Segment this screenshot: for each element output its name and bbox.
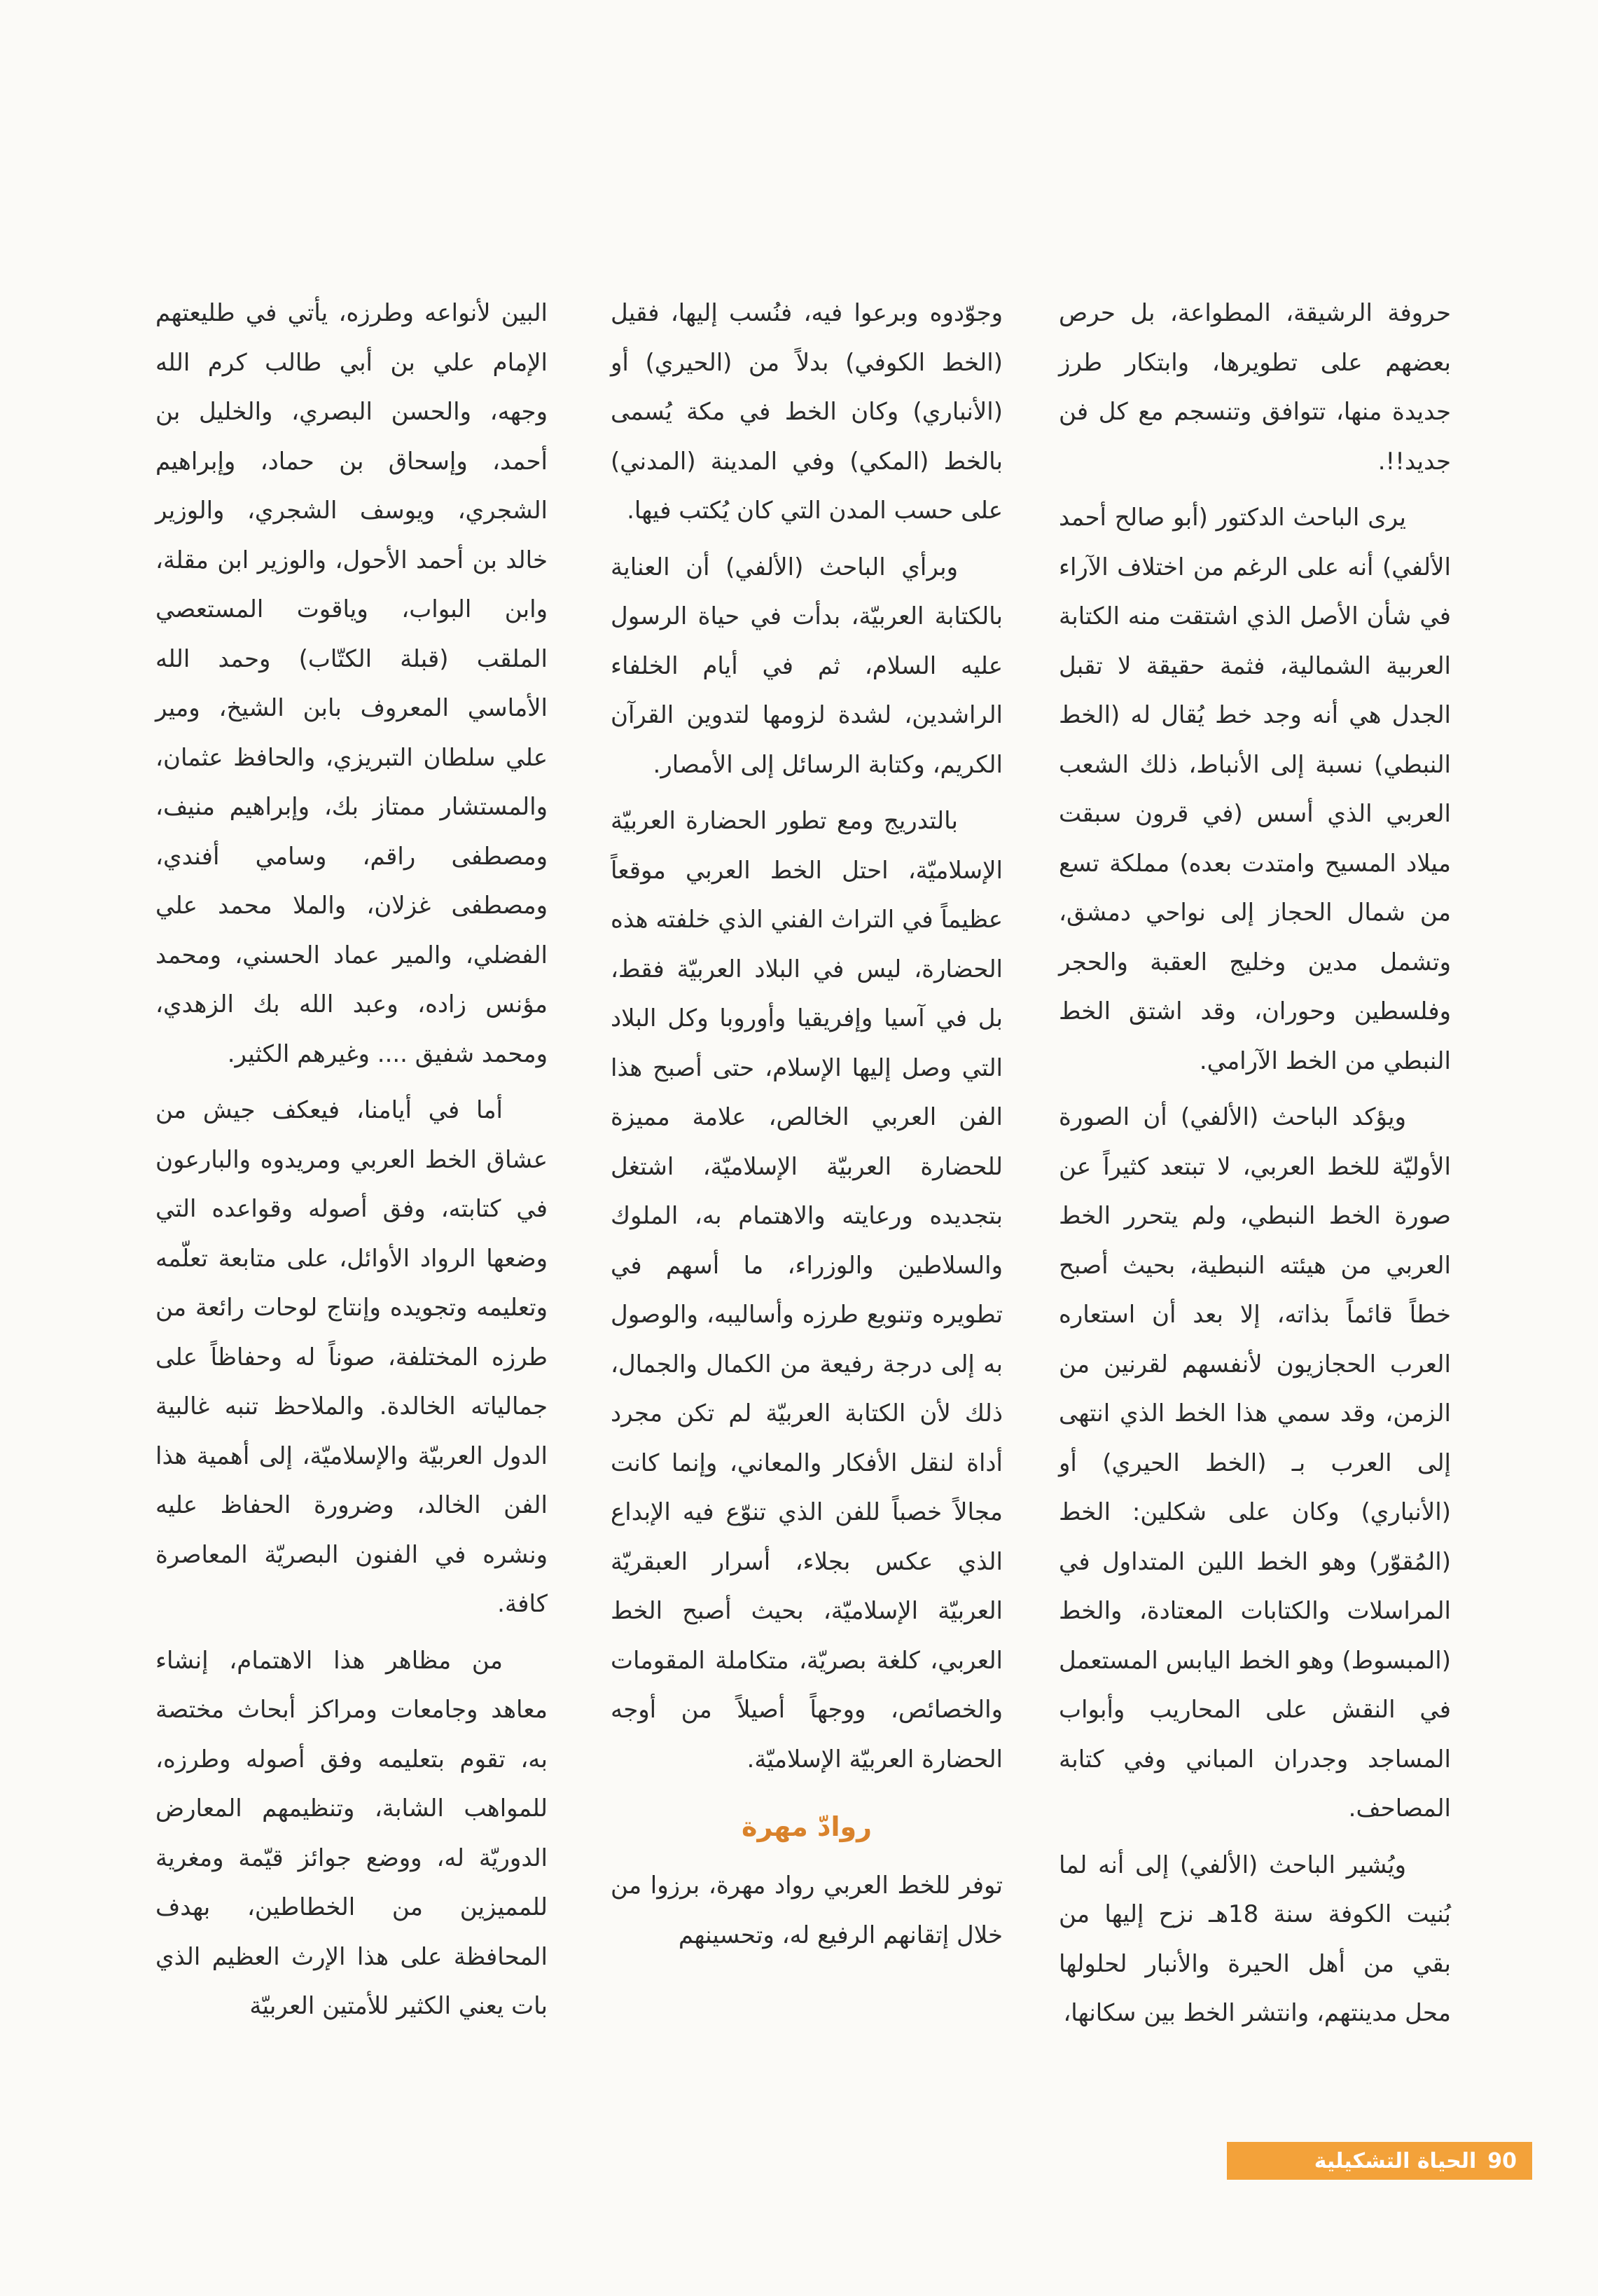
paragraph: بالتدريج ومع تطور الحضارة العربيّة الإسلاميّة، احتل الخط العربي موقعاً عظيماً في التراث الفني الذي خلفته هذه الحضارة، ليس في البلاد العربيّة فقط، بل في آسيا وإفريقيا وأوروبا وكل البلاد التي وصل إليها الإسلام، حتى أصبح هذا الفن العربي الخالص، علامة مميزة للحضارة العربيّة الإسلاميّة، اشتغل بتجديده ورعايته والاهتمام به، الملوك والسلاطين والوزراء، ما أسهم في تطويره وتنويع طرزه وأساليبه، والوصول به إلى درجة رفيعة من الكمال والجمال، ذلك لأن الكتابة العربيّة لم تكن مجرد أداة لنقل الأفكار والمعاني، وإنما كانت مجالاً خصباً للفن الذي تنوّع فيه الإبداع الذي عكس بجلاء، أسرار العبقريّة العربيّة الإسلاميّة، بحيث أصبح الخط العربي، كلغة بصريّة، متكاملة المقومات والخصائص، ووجهاً أصيلاً من أوجه الحضارة العربيّة الإسلاميّة. [611, 807, 1003, 1773]
paragraph: ويؤكد الباحث (الألفي) أن الصورة الأوليّة للخط العربي، لا تبتعد كثيراً عن صورة الخط النبطي، ولم يتحرر الخط العربي من هيئته النبطية، بحيث أصبح خطاً قائماً بذاته، إلا بعد أن استعاره العرب الحجازيون لأنفسهم لقرنين من الزمن، وقد سمي هذا الخط الذي انتهى إلى العرب بـ (الخط الحيري) أو (الأنباري) وكان على شكلين: الخط (المُقوّر) وهو الخط اللين المتداول في المراسلات والكتابات المعتادة، والخط (المبسوط) وهو الخط اليابس المستعمل في النقش على المحاريب وأبواب المساجد وجدران المباني وفي كتابة المصاحف. [1059, 1103, 1451, 1823]
paragraph: وبرأي الباحث (الألفي) أن العناية بالكتابة العربيّة، بدأت في حياة الرسول عليه السلام، ثم في أيام الخلفاء الراشدين، لشدة لزومها لتدوين القرآن الكريم، وكتابة الرسائل إلى الأمصار. [611, 553, 1003, 779]
page-footer-bar [1227, 2142, 1532, 2180]
paragraph: ويُشير الباحث (الألفي) إلى أنه لما بُنيت الكوفة سنة 18هـ نزح إليها من بقي من أهل الحيرة والأنبار لحلولها محل مدينتهم، وانتشر الخط بين سكانها، [1059, 1851, 1451, 2027]
section-subheading: روادّ مهرة [742, 1811, 872, 1842]
text-column-right [1059, 289, 1451, 2045]
text-column-left [155, 289, 548, 2038]
page-number: 90 [1487, 2148, 1517, 2173]
paragraph: توفر للخط العربي رواد مهرة، برزوا من خلال إتقانهم الرفيع له، وتحسينهم [611, 1872, 1003, 1949]
paragraph: يرى الباحث الدكتور (أبو صالح أحمد الألفي) أنه على الرغم من اختلاف الآراء في شأن الأصل الذي اشتقت منه الكتابة العربية الشمالية، فثمة حقيقة لا تقبل الجدل هي أنه وجد خط يُقال له (الخط النبطي) نسبة إلى الأنباط، ذلك الشعب العربي الذي أسس (في قرون سبقت ميلاد المسيح وامتدت بعده) مملكة تسع من شمال الحجاز إلى نواحي دمشق، وتشمل مدين وخليج العقبة والحجر وفلسطين وحوران، وقد اشتق الخط النبطي من الخط الآرامي. [1059, 504, 1451, 1075]
text-column-middle [611, 289, 1003, 1967]
paragraph: أما في أيامنا، فيعكف جيش من عشاق الخط العربي ومريدوه والبارعون في كتابته، وفق أصوله وقواعده التي وضعها الرواد الأوائل، على متابعة تعلّمه وتعليمه وتجويده وإنتاج لوحات رائعة من طرزه المختلفة، صوناً له وحفاظاً على جمالياته الخالدة. والملاحظ تنبه غالبية الدول العربيّة والإسلاميّة، إلى أهمية هذا الفن الخالد، وضرورة الحفاظ عليه ونشره في الفنون البصريّة المعاصرة كافة. [155, 1096, 548, 1618]
paragraph: وجوّدوه وبرعوا فيه، فنُسب إليها، فقيل (الخط الكوفي) بدلاً من (الحيري) أو (الأنباري) وكان الخط في مكة يُسمى بالخط (المكي) وفي المدينة (المدني) على حسب المدن التي كان يُكتب فيها. [611, 299, 1003, 525]
paragraph: من مظاهر هذا الاهتمام، إنشاء معاهد وجامعات ومراكز أبحاث مختصة به، تقوم بتعليمه وفق أصوله وطرزه، للمواهب الشابة، وتنظيمهم المعارض الدوريّة له، ووضع جوائز قيّمة ومغرية للمميزين من الخطاطين، بهدف المحافظة على هذا الإرث العظيم الذي بات يعني الكثير للأمتين العربيّة [155, 1646, 548, 2020]
magazine-title: الحياة التشكيلية [1314, 2148, 1477, 2173]
paragraph: البين لأنواعه وطرزه، يأتي في طليعتهم الإمام علي بن أبي طالب كرم الله وجهه، والحسن البصري، والخليل بن أحمد، وإسحاق بن حماد، وإبراهيم الشجري، ويوسف الشجري، والوزير خالد بن أحمد الأحول، والوزير ابن مقلة، وابن البواب، وياقوت المستعصي الملقب (قبلة الكتّاب) وحمد الله الأماسي المعروف بابن الشيخ، ومير علي سلطان التبريزي، والحافظ عثمان، والمستشار ممتاز بك، وإبراهيم منيف، ومصطفى راقم، وسامي أفندي، ومصطفى غزلان، والملا محمد علي الفضلي، والمير عماد الحسني، ومحمد مؤنس زاده، وعبد الله بك الزهدي، ومحمد شفيق .... وغيرهم الكثير. [155, 299, 548, 1068]
paragraph: حروفة الرشيقة، المطواعة، بل حرص بعضهم على تطويرها، وابتكار طرز جديدة منها، تتوافق وتنسجم مع كل فن جديد!!. [1059, 299, 1451, 476]
